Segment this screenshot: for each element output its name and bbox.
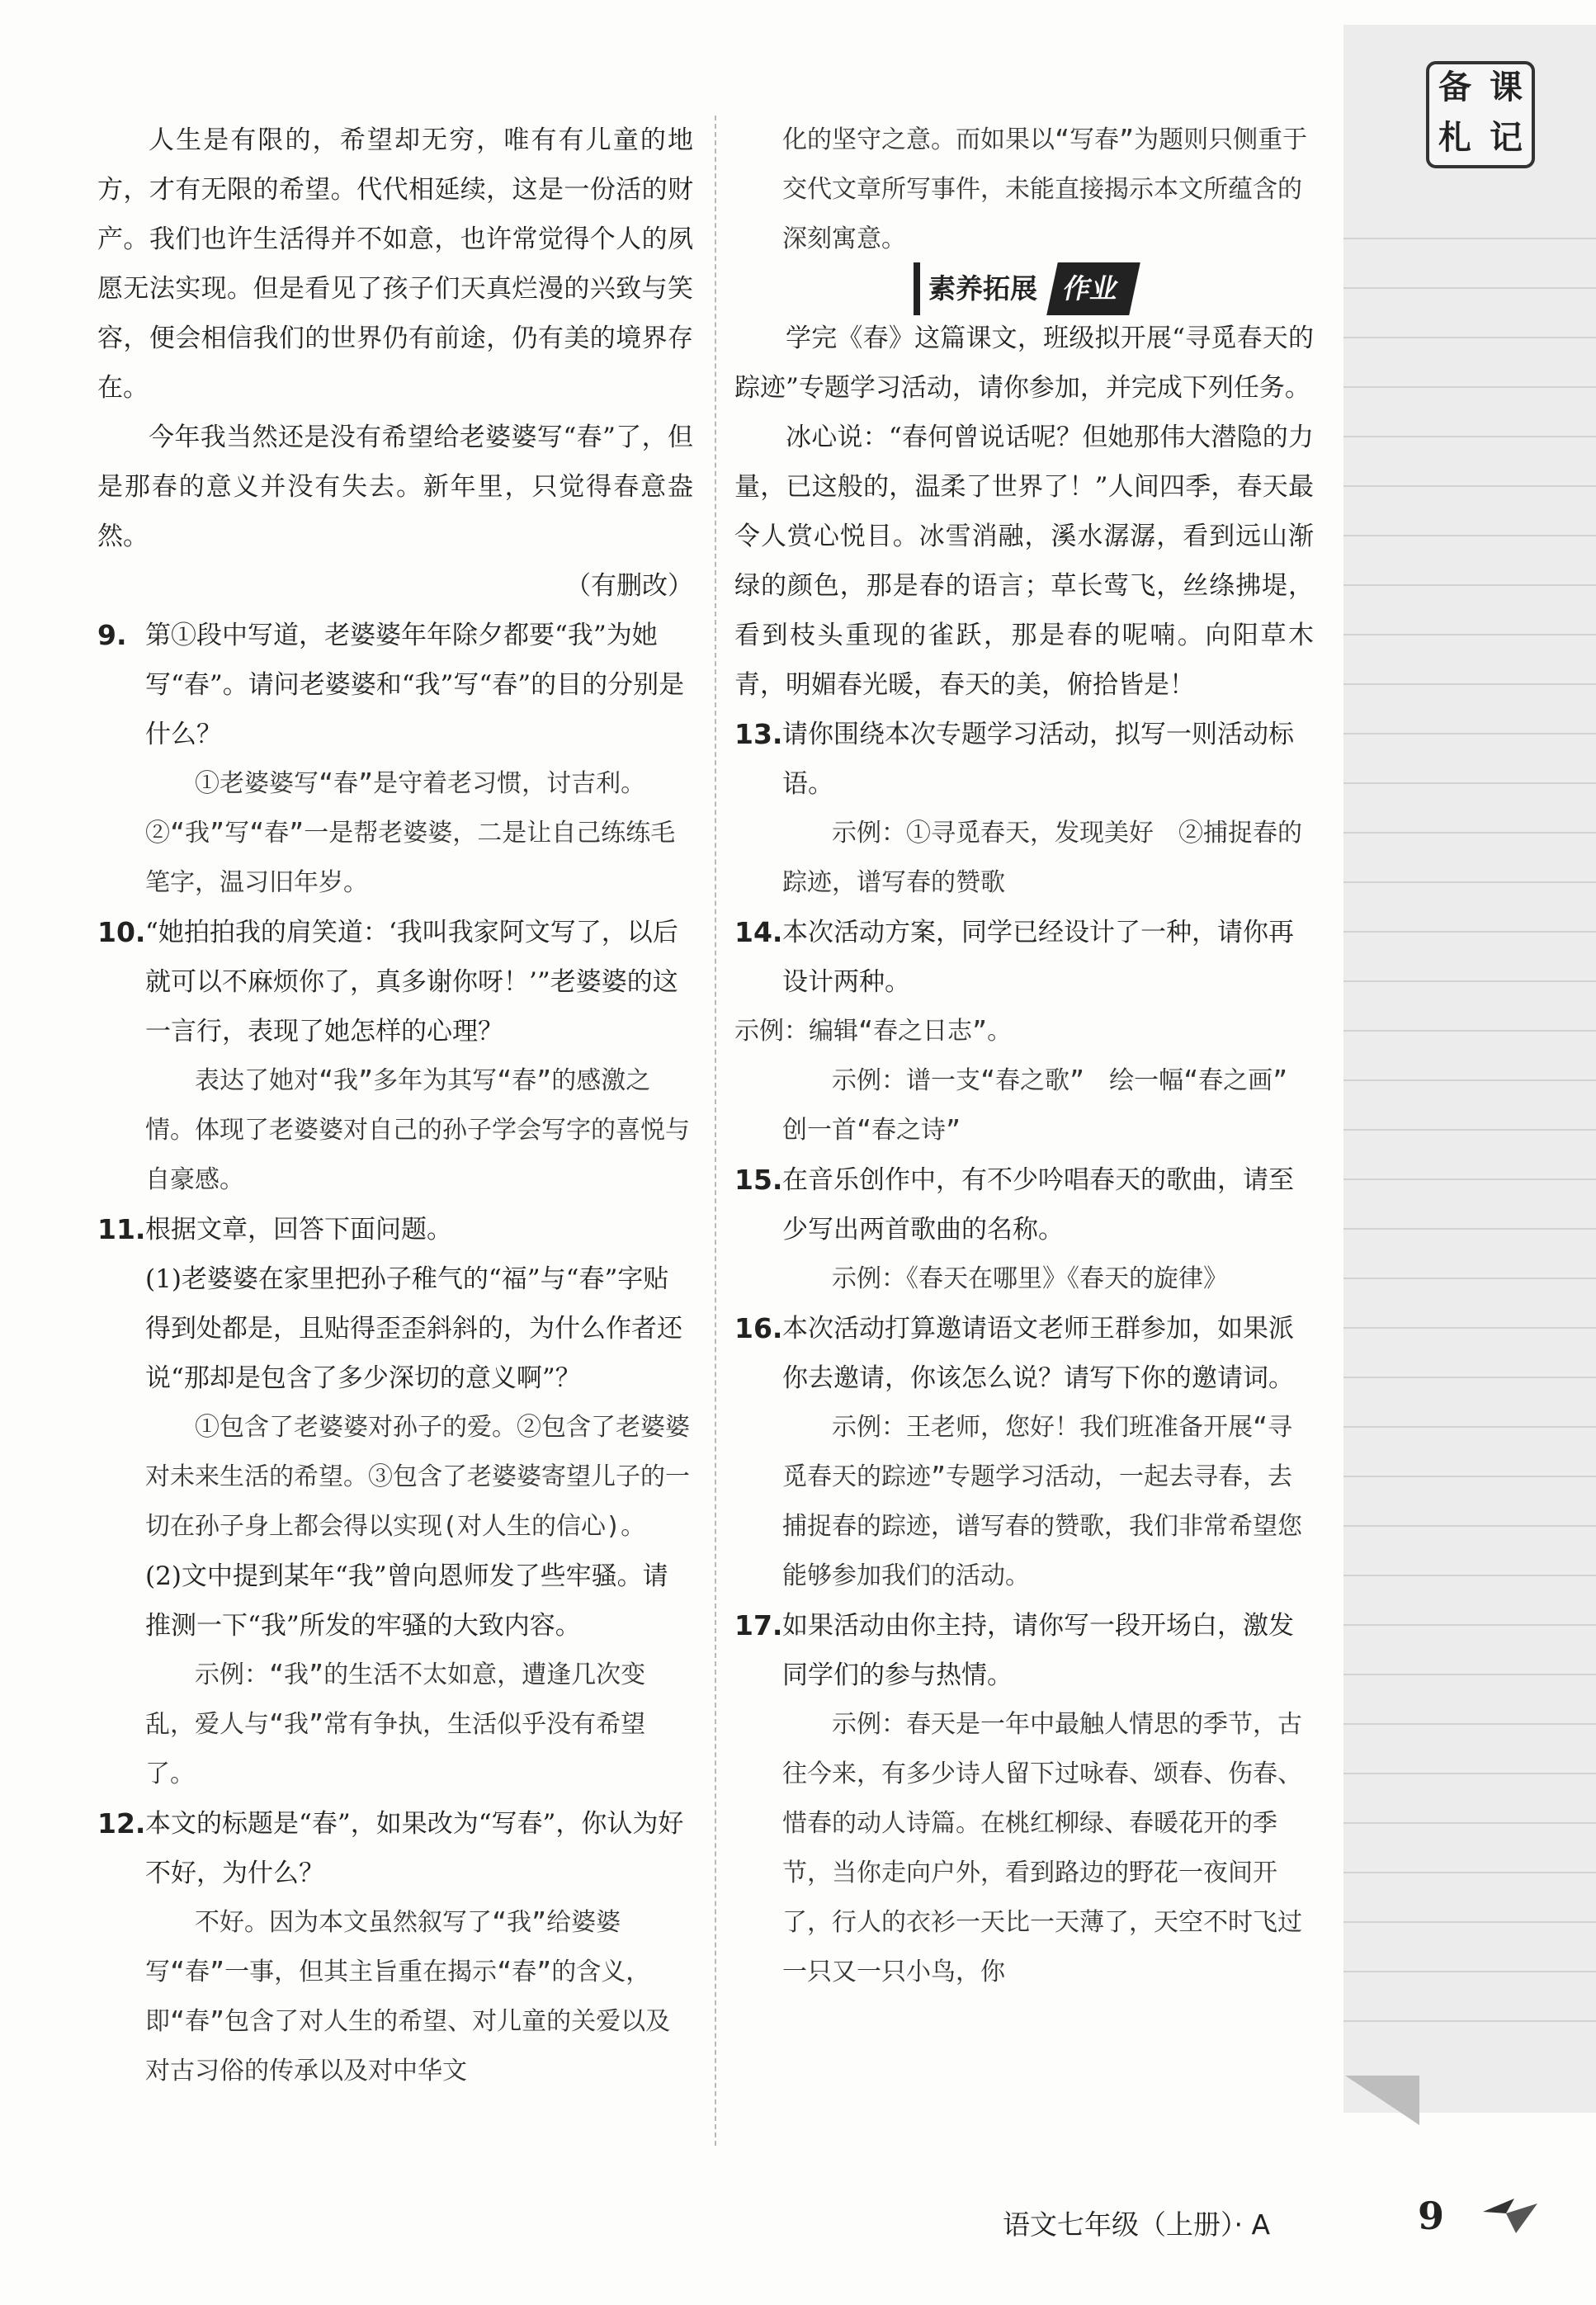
banner-tag: 作业 — [1046, 262, 1140, 315]
question-number: 9. — [97, 619, 127, 651]
page-number: 9 — [1418, 2194, 1445, 2238]
answer: 示例：王老师，您好！我们班准备开展“寻觅春天的踪迹”专题学习活动，一起去寻春，去捕捉春的踪迹，谱写春的赞歌，我们非常希望您能够参加我们的活动。 — [782, 1413, 1302, 1590]
question-text: 请你围绕本次专题学习活动，拟写一则活动标语。 — [782, 720, 1294, 799]
given-example: 示例：编辑“春之日志”。 — [734, 1017, 1013, 1046]
answer: ②“我”写“春”一是帮老婆婆，二是让自己练练毛笔字，温习旧年岁。 — [145, 819, 676, 897]
right-column — [734, 116, 1314, 1997]
question-text: 本次活动方案，同学已经设计了一种，请你再设计两种。 — [782, 918, 1294, 997]
answer: 不好。因为本文虽然叙写了“我”给婆婆写“春”一事，但其主旨重在揭示“春”的含义，即“春”包含了对人生的希望、对儿童的关爱以及对古习俗的传承以及对中华文 — [145, 1908, 671, 2085]
question-17 — [734, 1601, 1314, 1700]
banner-title: 素养拓展 — [914, 262, 1046, 315]
question-text: 第①段中写道，老婆婆年年除夕都要“我”为她写“春”。请问老婆婆和“我”写“春”的目的分别是什么？ — [145, 621, 685, 749]
question-number: 10. — [97, 916, 146, 948]
question-number: 11. — [97, 1213, 146, 1245]
question-number: 14. — [734, 916, 783, 948]
page-fold-corner — [1345, 2076, 1419, 2125]
question-13 — [734, 710, 1314, 809]
column-divider — [715, 116, 716, 2146]
question-text: 本次活动打算邀请语文老师王群参加，如果派你去邀请，你该怎么说？请写下你的邀请词。 — [782, 1314, 1294, 1393]
answer: 示例：“我”的生活不太如意，遭逢几次变乱，爱人与“我”常有争执，生活似乎没有希望了。 — [145, 1660, 646, 1788]
page-corner-icon — [1481, 2195, 1539, 2237]
passage-paragraph: 今年我当然还是没有希望给老婆婆写“春”了，但是那春的意义并没有失去。新年里，只觉得春意盎然。 — [97, 423, 693, 551]
answer: ①包含了老婆婆对孙子的爱。②包含了老婆婆对未来生活的希望。③包含了老婆婆寄望儿子的一切在孙子身上都会得以实现(对人生的信心)。 — [145, 1413, 690, 1541]
answer: 示例：春天是一年中最触人情思的季节，古往今来，有多少诗人留下过咏春、颂春、伤春、惜春的动人诗篇。在桃红柳绿、春暖花开的季节，当你走向户外，看到路边的野花一夜间开了，行人的衣衫一天比一天薄了，天空不时飞过一只又一只小鸟，你 — [782, 1710, 1302, 1986]
question-15 — [734, 1155, 1314, 1254]
answer: 表达了她对“我”多年为其写“春”的感激之情。体现了老婆婆对自己的孙子学会写字的喜悦与自豪感。 — [145, 1066, 690, 1194]
left-column — [97, 116, 693, 2096]
task-intro: 学完《春》这篇课文，班级拟开展“寻觅春天的踪迹”专题学习活动，请你参加，并完成下列任务。 — [734, 324, 1314, 403]
answer: 示例：《春天在哪里》《春天的旋律》 — [832, 1264, 1228, 1293]
question-number: 13. — [734, 718, 783, 750]
question-10 — [97, 908, 693, 1056]
question-number: 16. — [734, 1312, 783, 1344]
sub-question: (2)文中提到某年“我”曾向恩师发了些牢骚。请推测一下“我”所发的牢骚的大致内容。 — [145, 1561, 668, 1641]
answer-continued: 化的坚守之意。而如果以“写春”为题则只侧重于交代文章所写事件，未能直接揭示本文所蕴含的深刻寓意。 — [782, 125, 1308, 253]
question-12 — [97, 1799, 693, 1898]
question-text: 在音乐创作中，有不少吟唱春天的歌曲，请至少写出两首歌曲的名称。 — [782, 1165, 1294, 1245]
question-number: 15. — [734, 1164, 783, 1196]
logo-char: 课 — [1490, 68, 1523, 106]
question-text: 根据文章，回答下面问题。 — [145, 1215, 452, 1245]
question-number: 12. — [97, 1807, 146, 1840]
question-16 — [734, 1304, 1314, 1403]
logo-char: 札 — [1438, 118, 1471, 157]
question-number: 17. — [734, 1609, 783, 1641]
answer: 示例：谱一支“春之歌” 绘一幅“春之画” 创一首“春之诗” — [782, 1066, 1313, 1145]
book-title-footer: 语文七年级（上册）· A — [1003, 2208, 1271, 2241]
logo-char: 备 — [1438, 68, 1471, 106]
question-text: 本文的标题是“春”，如果改为“写春”，你认为好不好，为什么？ — [145, 1809, 684, 1888]
notes-logo — [1426, 61, 1535, 168]
answer: ①老婆婆写“春”是守着老习惯，讨吉利。 — [195, 769, 646, 798]
question-text: 如果活动由你主持，请你写一段开场白，激发同学们的参与热情。 — [782, 1611, 1294, 1690]
question-9 — [97, 611, 693, 759]
passage-paragraph: 人生是有限的，希望却无穷，唯有有儿童的地方，才有无限的希望。代代相延续，这是一份活的财产。我们也许生活得并不如意，也许常觉得个人的夙愿无法实现。但是看见了孩子们天真烂漫的兴致与笑容，便会相信我们的世界仍有前途，仍有美的境界存在。 — [97, 125, 693, 403]
question-14 — [734, 908, 1314, 1007]
logo-char: 记 — [1490, 118, 1523, 157]
question-text: “她拍拍我的肩笑道：‘我叫我家阿文写了，以后就可以不麻烦你了，真多谢你呀！’”老婆婆的这一言行，表现了她怎样的心理？ — [145, 918, 678, 1046]
sub-question: (1)老婆婆在家里把孙子稚气的“福”与“春”字贴得到处都是，且贴得歪歪斜斜的，为什么作者还说“那却是包含了多少深切的意义啊”？ — [145, 1264, 682, 1393]
answer: 示例：①寻觅春天，发现美好 ②捕捉春的踪迹，谱写春的赞歌 — [782, 819, 1302, 897]
notes-lines — [1343, 190, 1596, 2038]
source-note: （有删改） — [565, 571, 693, 601]
reading-material: 冰心说：“春何曾说话呢？但她那伟大潜隐的力量，已这般的，温柔了世界了！”人间四季，春天最令人赏心悦目。冰雪消融，溪水潺潺，看到远山渐绿的颜色，那是春的语言；草长莺飞，丝绦拂堤，看到枝头重现的雀跃，那是春的呢喃。向阳草木青，明媚春光暖，春天的美，俯拾皆是！ — [734, 423, 1314, 700]
question-11 — [97, 1205, 693, 1254]
section-banner — [734, 264, 1314, 314]
